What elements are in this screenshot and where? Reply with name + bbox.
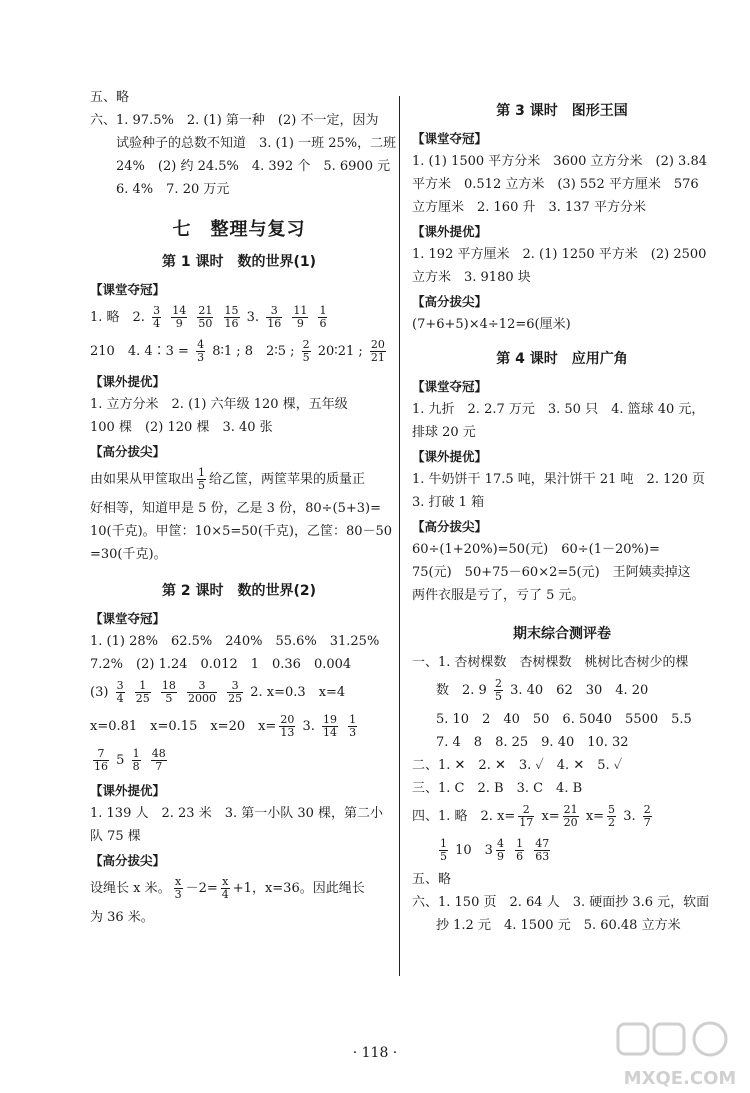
section-tag: 【课堂夺冠】 bbox=[412, 379, 488, 394]
fraction: $\frac{2}{7}$ bbox=[643, 803, 651, 829]
watermark-logo bbox=[610, 1018, 750, 1093]
answer-line: 10(千克)。甲筐：10×5=50(千克)，乙筐：80－50 bbox=[90, 524, 393, 539]
lesson-title: 第 1 课时 数的世界(1) bbox=[161, 254, 317, 270]
answer-line: 1. (1) 28% 62.5% 240% 55.6% 31.25% bbox=[90, 634, 380, 649]
lesson-title: 期末综合测评卷 bbox=[513, 626, 611, 642]
answer-line: 六、1. 97.5% 2. (1) 第一种 (2) 不一定，因为 bbox=[90, 113, 379, 128]
fraction: $\frac{2}{5}$ bbox=[494, 677, 502, 703]
fraction: $\frac{2}{17}$ bbox=[519, 803, 534, 829]
right-column bbox=[412, 86, 712, 937]
answer-line: 1. 九折 2. 2.7 万元 3. 50 只 4. 篮球 40 元， bbox=[412, 402, 705, 417]
answer-line: 三、1. C 2. B 3. C 4. B bbox=[412, 781, 583, 796]
answer-line: 1. 192 平方厘米 2. (1) 1250 平方米 (2) 2500 bbox=[412, 247, 707, 262]
answer-line: 7.2% (2) 1.24 0.012 1 0.36 0.004 bbox=[90, 657, 352, 672]
section-tag: 【课外提优】 bbox=[90, 374, 166, 389]
section-tag: 【课堂夺冠】 bbox=[90, 282, 166, 297]
page-number: · 118 · bbox=[352, 1045, 398, 1061]
fraction: $\frac{5}{2}$ bbox=[608, 803, 616, 829]
fraction: $\frac{1}{5}$ bbox=[198, 466, 206, 492]
section-tag: 【高分拔尖】 bbox=[90, 444, 166, 459]
fraction: $\frac{1}{25}$ bbox=[135, 679, 150, 705]
watermark-text: MXQE.COM bbox=[623, 1068, 737, 1089]
section-tag: 【课外提优】 bbox=[412, 224, 488, 239]
fraction: $\frac{15}{16}$ bbox=[224, 304, 239, 330]
fraction: $\frac{4}{9}$ bbox=[496, 837, 504, 863]
answer-line: 抄 1.2 元 4. 1500 元 5. 60.48 立方米 bbox=[436, 918, 681, 933]
section-tag: 【高分拔尖】 bbox=[412, 294, 488, 309]
fraction: $\frac{3}{2000}$ bbox=[187, 679, 216, 705]
answer-line: 1. 立方分米 2. (1) 六年级 120 棵，五年级 bbox=[90, 397, 348, 412]
answer-line: 1. 略 2. $\frac{3}{4}$ $\frac{14}{9}$ $\frac{21}{50}$ $\frac{15}{16}$ 3. $\frac{3}{16}$ $\frac{11}{9}$ $\frac{1}{6}$ bbox=[90, 304, 327, 330]
section-tag: 【高分拔尖】 bbox=[412, 519, 488, 534]
answer-line: x=0.81 x=0.15 x=20 x= $\frac{20}{13}$ 3. $\frac{19}{14}$ $\frac{1}{3}$ bbox=[90, 713, 357, 739]
fraction: $\frac{3}{4}$ bbox=[116, 679, 124, 705]
answer-line: 六、1. 150 页 2. 64 人 3. 硬面抄 3.6 元，软面 bbox=[412, 895, 710, 910]
answer-line: 75(元) 50+75－60×2=5(元) 王阿姨卖掉这 bbox=[412, 565, 691, 580]
answer-line: $\frac{1}{5}$ 10 3 $\frac{4}{9}$ $\frac{1}{6}$ $\frac{47}{63}$ bbox=[440, 837, 550, 863]
answer-line: 由如果从甲筐取出 $\frac{1}{5}$ 给乙筐，两筐苹果的质量正 bbox=[90, 466, 366, 492]
answer-line: 立方厘米 2. 160 升 3. 137 平方分米 bbox=[412, 200, 646, 215]
answer-line: 60÷(1+20%)=50(元) 60÷(1－20%)= bbox=[412, 542, 660, 557]
answer-line: 队 75 棵 bbox=[90, 829, 141, 844]
section-tag: 【课外提优】 bbox=[90, 783, 166, 798]
answer-line: 排球 20 元 bbox=[412, 425, 476, 440]
answer-line: 二、1. ✕ 2. ✕ 3. ✓ 4. ✕ 5. ✓ bbox=[412, 758, 623, 773]
answer-line: 1. (1) 1500 平方分米 3600 立方分米 (2) 3.84 bbox=[412, 154, 708, 169]
fraction: $\frac{3}{16}$ bbox=[267, 304, 282, 330]
answer-line: 平方米 0.512 立方米 (3) 552 平方厘米 576 bbox=[412, 177, 699, 192]
answer-line: (7+6+5)×4÷12=6(厘米) bbox=[412, 317, 571, 332]
fraction: $\frac{1}{8}$ bbox=[132, 747, 140, 773]
answer-line: 四、1. 略 2. x= $\frac{2}{17}$ x= $\frac{21}{20}$ x= $\frac{5}{2}$ 3. $\frac{2}{7}$ bbox=[412, 803, 651, 829]
answer-line: 一、1. 杏树棵数 杏树棵数 桃树比杏树少的棵 bbox=[412, 655, 689, 670]
lesson-title: 第 2 课时 数的世界(2) bbox=[161, 583, 317, 599]
left-column bbox=[90, 86, 397, 929]
answer-line: 为 36 米。 bbox=[90, 910, 154, 925]
fraction: $\frac{1}{6}$ bbox=[319, 304, 327, 330]
answer-line: 24% (2) 约 24.5% 4. 392 个 5. 6900 元 bbox=[116, 159, 391, 174]
answer-line: 3. 打破 1 箱 bbox=[412, 495, 485, 510]
answer-line: 两件衣服是亏了，亏了 5 元。 bbox=[412, 588, 585, 603]
fraction: $\frac{21}{50}$ bbox=[198, 304, 213, 330]
fraction: $\frac{20}{21}$ bbox=[370, 338, 385, 364]
lesson-title: 第 3 课时 图形王国 bbox=[496, 103, 628, 119]
fraction: $\frac{20}{13}$ bbox=[280, 713, 295, 739]
answer-line: 6. 4% 7. 20 万元 bbox=[116, 182, 230, 197]
fraction: $\frac{2}{5}$ bbox=[302, 338, 310, 364]
answer-line: $\frac{7}{16}$ 5 $\frac{1}{8}$ $\frac{48}{7}$ bbox=[94, 747, 166, 773]
section-tag: 【高分拔尖】 bbox=[90, 853, 166, 868]
fraction: $\frac{3}{25}$ bbox=[228, 679, 243, 705]
answer-line: 1. 139 人 2. 23 米 3. 第一小队 30 棵，第二小 bbox=[90, 806, 384, 821]
section-tag: 【课堂夺冠】 bbox=[90, 611, 166, 626]
answer-line: 立方米 3. 9180 块 bbox=[412, 270, 531, 285]
answer-line: 试验种子的总数不知道 3. (1) 一班 25%，二班 bbox=[116, 136, 397, 151]
answer-line: 设绳长 x 米。 $\frac{x}{3}$ －2= $\frac{x}{4}$ +1，x=36。因此绳长 bbox=[90, 875, 365, 901]
fraction: $\frac{21}{20}$ bbox=[563, 803, 578, 829]
fraction: $\frac{4}{3}$ bbox=[197, 338, 205, 364]
fraction: $\frac{x}{4}$ bbox=[221, 875, 229, 901]
fraction: $\frac{11}{9}$ bbox=[293, 304, 308, 330]
answer-line: 5. 10 2 40 50 6. 5040 5500 5.5 bbox=[436, 712, 692, 727]
fraction: $\frac{18}{5}$ bbox=[161, 679, 176, 705]
section-tag: 【课外提优】 bbox=[412, 449, 488, 464]
chapter-title: 七 整理与复习 bbox=[172, 219, 306, 240]
answer-line: 数 2. 9 $\frac{2}{5}$ 3. 40 62 30 4. 20 bbox=[436, 677, 649, 703]
answer-line: 1. 牛奶饼干 17.5 吨，果汁饼干 21 吨 2. 120 页 bbox=[412, 472, 706, 487]
answer-line: 100 棵 (2) 120 棵 3. 40 张 bbox=[90, 420, 273, 435]
fraction: $\frac{19}{14}$ bbox=[323, 713, 338, 739]
answer-line: 五、略 bbox=[412, 872, 452, 887]
fraction: $\frac{7}{16}$ bbox=[94, 747, 108, 773]
fraction: $\frac{1}{5}$ bbox=[440, 837, 447, 863]
fraction: $\frac{1}{6}$ bbox=[516, 837, 524, 863]
fraction: $\frac{48}{7}$ bbox=[151, 747, 166, 773]
answer-line: (3) $\frac{3}{4}$ $\frac{1}{25}$ $\frac{18}{5}$ $\frac{3}{2000}$ $\frac{3}{25}$ 2. x=0.3 x=4 bbox=[90, 679, 346, 705]
answer-line: 210 4. 4∶3 = $\frac{4}{3}$ 8∶1 ; 8 2∶5 ; $\frac{2}{5}$ 20∶21 ; $\frac{20}{21}$ bbox=[90, 338, 385, 364]
fraction: $\frac{14}{9}$ bbox=[172, 304, 187, 330]
fraction: $\frac{47}{63}$ bbox=[535, 837, 550, 863]
section-tag: 【课堂夺冠】 bbox=[412, 131, 488, 146]
answer-line: 好相等，知道甲是 5 份，乙是 3 份，80÷(5+3)= bbox=[90, 501, 381, 516]
answer-line: 五、略 bbox=[90, 90, 130, 105]
fraction: $\frac{1}{3}$ bbox=[349, 713, 357, 739]
fraction: $\frac{x}{3}$ bbox=[174, 875, 182, 901]
lesson-title: 第 4 课时 应用广角 bbox=[496, 351, 628, 367]
answer-line: =30(千克)。 bbox=[90, 547, 167, 562]
answer-line: 7. 4 8 8. 25 9. 40 10. 32 bbox=[436, 735, 629, 750]
column-divider bbox=[399, 96, 400, 976]
fraction: $\frac{3}{4}$ bbox=[153, 304, 161, 330]
